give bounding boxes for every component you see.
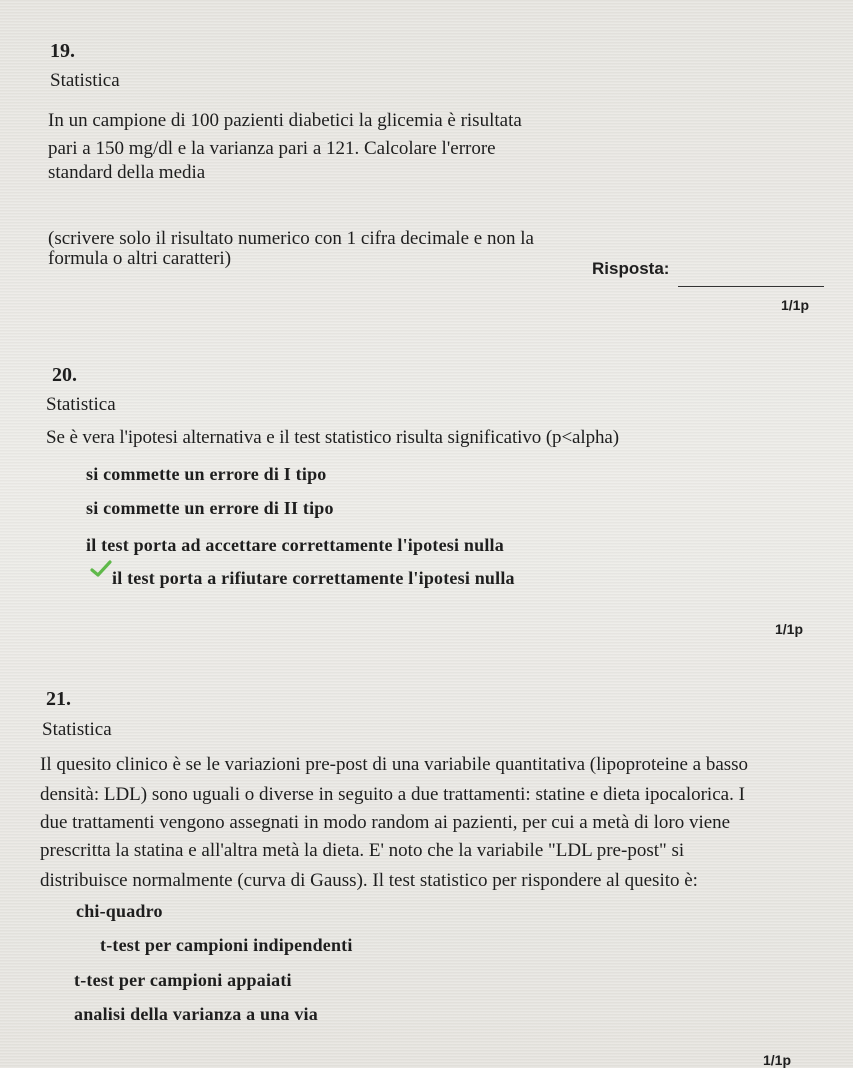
option-2[interactable]: t-test per campioni indipendenti (100, 935, 353, 955)
question-number: 19. (50, 40, 75, 62)
question-number: 21. (46, 688, 71, 710)
question-text-line: standard della media (48, 162, 206, 183)
option-3[interactable]: il test porta ad accettare correttamente l'ipotesi nulla (86, 535, 504, 555)
option-4[interactable]: analisi della varianza a una via (74, 1004, 318, 1024)
option-1[interactable]: si commette un errore di I tipo (86, 464, 327, 484)
question-note-line: (scrivere solo il risultato numerico con 1 cifra decimale e non la (48, 228, 534, 249)
question-category: Statistica (46, 394, 116, 415)
question-note-line: formula o altri caratteri) (48, 248, 232, 269)
option-3[interactable]: t-test per campioni appaiati (74, 970, 292, 990)
question-text-line: prescritta la statina e all'altra metà la dieta. E' noto che la variabile "LDL pre-post" si (40, 840, 685, 861)
answer-label: Risposta: (592, 259, 670, 278)
question-text-line: distribuisce normalmente (curva di Gauss). Il test statistico per rispondere al quesito è: (40, 870, 698, 891)
question-category: Statistica (50, 70, 120, 91)
question-score: 1/1p (781, 297, 810, 313)
question-text: Se è vera l'ipotesi alternativa e il test statistico risulta significativo (p<alpha) (46, 427, 619, 448)
question-category: Statistica (42, 719, 112, 740)
option-2[interactable]: si commette un errore di II tipo (86, 498, 334, 518)
question-text-line: In un campione di 100 pazienti diabetici la glicemia è risultata (48, 110, 522, 131)
question-number: 20. (52, 364, 77, 386)
question-score: 1/1p (763, 1052, 792, 1068)
question-text-line: pari a 150 mg/dl e la varianza pari a 121. Calcolare l'errore (48, 138, 496, 159)
question-text-line: densità: LDL) sono uguali o diverse in seguito a due trattamenti: statine e dieta ipocalorica. I (40, 784, 745, 805)
answer-input[interactable] (678, 268, 824, 287)
option-4[interactable]: il test porta a rifiutare correttamente l'ipotesi nulla (112, 568, 515, 588)
question-text-line: due trattamenti vengono assegnati in modo random ai pazienti, per cui a metà di loro viene (40, 812, 731, 833)
option-1[interactable]: chi-quadro (76, 901, 163, 921)
question-score: 1/1p (775, 621, 804, 637)
question-text-line: Il quesito clinico è se le variazioni pre-post di una variabile quantitativa (lipoproteine a basso (40, 754, 749, 775)
checkmark-icon (90, 560, 112, 578)
